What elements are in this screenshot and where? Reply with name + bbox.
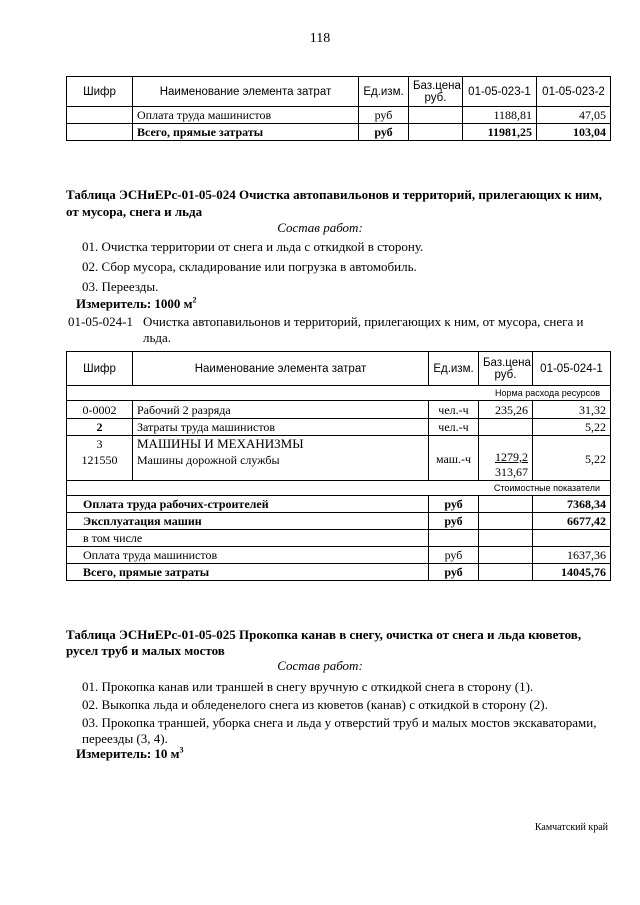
row-value: 5,22 <box>533 419 611 436</box>
row-name: Рабочий 2 разряда <box>133 401 429 419</box>
total-name: Всего, прямые затраты <box>67 564 429 581</box>
total-row <box>67 496 611 513</box>
table-header-row <box>67 352 611 386</box>
total-value: 1637,36 <box>533 547 611 564</box>
table-024 <box>66 351 611 581</box>
total-row <box>67 513 611 530</box>
row-code: 2 <box>67 419 133 436</box>
row-price: 235,26 <box>479 401 533 419</box>
header-base-price: Баз.цена руб. <box>479 352 533 386</box>
total-unit: руб <box>429 513 479 530</box>
row-unit: чел.-ч <box>429 419 479 436</box>
table-023-continuation <box>66 76 611 141</box>
work-item: 02. Сбор мусора, складирование или погрузка в автомобиль. <box>82 259 417 274</box>
row-name: МАШИНЫ И МЕХАНИЗМЫ Машины дорожной службы <box>133 436 429 481</box>
row-name: Оплата труда машинистов <box>133 107 359 124</box>
total-unit: руб <box>429 496 479 513</box>
header-col-1: 01-05-024-1 <box>533 352 611 386</box>
row-name: Затраты труда машинистов <box>133 419 429 436</box>
header-unit: Ед.изм. <box>359 77 409 107</box>
row-value: 11981,25 <box>463 124 537 141</box>
table-025-title: Таблица ЭСНиЕРс-01-05-025 Прокопка канав в снегу, очистка от снега и льда кюветов, <box>66 627 582 642</box>
total-name: Оплата труда рабочих-строителей <box>67 496 429 513</box>
row-unit: руб <box>359 107 409 124</box>
item-code: 01-05-024-1 <box>68 314 133 329</box>
header-name: Наименование элемента затрат <box>133 77 359 107</box>
item-text-cont: льда. <box>143 330 172 345</box>
page-number: 118 <box>309 31 331 46</box>
table-row <box>67 124 611 141</box>
total-unit: руб <box>429 564 479 581</box>
header-unit: Ед.изм. <box>429 352 479 386</box>
work-item: 03. Прокопка траншей, уборка снега и льда у отверстий труб и малых мостов экскаваторами, <box>82 715 597 730</box>
row-unit: чел.-ч <box>429 401 479 419</box>
row-price: 1279,2 313,67 <box>479 436 533 481</box>
header-name: Наименование элемента затрат <box>133 352 429 386</box>
works-heading: Состав работ: <box>277 220 363 235</box>
section-row <box>67 386 611 401</box>
total-row <box>67 530 611 547</box>
total-row <box>67 564 611 581</box>
row-name: Всего, прямые затраты <box>133 124 359 141</box>
row-value: 103,04 <box>537 124 611 141</box>
table-row <box>67 419 611 436</box>
row-value: 47,05 <box>537 107 611 124</box>
header-col-2: 01-05-023-2 <box>537 77 611 107</box>
total-value: 14045,76 <box>533 564 611 581</box>
total-name: в том числе <box>67 530 429 547</box>
measure: Измеритель: 1000 $м^2$ <box>76 295 197 311</box>
total-name: Оплата труда машинистов <box>67 547 429 564</box>
total-row <box>67 547 611 564</box>
table-row <box>67 436 611 481</box>
row-code: 3 121550 <box>67 436 133 481</box>
works-heading: Состав работ: <box>277 658 363 673</box>
work-item: 02. Выкопка льда и обледенелого снега из кюветов (канав) с откидкой в сторону (2). <box>82 697 548 712</box>
header-code: Шифр <box>67 352 133 386</box>
work-item: 01. Прокопка канав или траншей в снегу вручную с откидкой снега в сторону (1). <box>82 679 534 694</box>
total-name: Эксплуатация машин <box>67 513 429 530</box>
row-value: 31,32 <box>533 401 611 419</box>
section-cost-label: Стоимостные показатели <box>67 481 611 496</box>
table-row <box>67 401 611 419</box>
work-item: 01. Очистка территории от снега и льда с откидкой в сторону. <box>82 239 424 254</box>
total-value: 7368,34 <box>533 496 611 513</box>
row-unit: маш.-ч <box>429 436 479 481</box>
row-code: 0-0002 <box>67 401 133 419</box>
section-row <box>67 481 611 496</box>
header-col-1: 01-05-023-1 <box>463 77 537 107</box>
work-item-cont: переезды (3, 4). <box>82 731 168 746</box>
item-text: Очистка автопавильонов и территорий, прилегающих к ним, от мусора, снега и <box>143 314 584 329</box>
table-024-title: Таблица ЭСНиЕРс-01-05-024 Очистка автопавильонов и территорий, прилегающих к ним, от мусора, снега и льда <box>66 187 603 219</box>
measure: Измеритель: 10 $м^3$ <box>76 745 184 761</box>
header-code: Шифр <box>67 77 133 107</box>
row-unit: руб <box>359 124 409 141</box>
section-norm-label: Норма расхода ресурсов <box>67 386 611 401</box>
table-025-title-cont: русел труб и малых мостов <box>66 643 225 658</box>
header-base-price: Баз.цена руб. <box>409 77 463 107</box>
footer-region: Камчатский край <box>534 822 608 833</box>
row-value: 5,22 <box>533 436 611 481</box>
total-unit: руб <box>429 547 479 564</box>
total-value: 6677,42 <box>533 513 611 530</box>
table-header-row <box>67 77 611 107</box>
row-value: 1188,81 <box>463 107 537 124</box>
table-row <box>67 107 611 124</box>
work-item: 03. Переезды. <box>82 279 159 294</box>
